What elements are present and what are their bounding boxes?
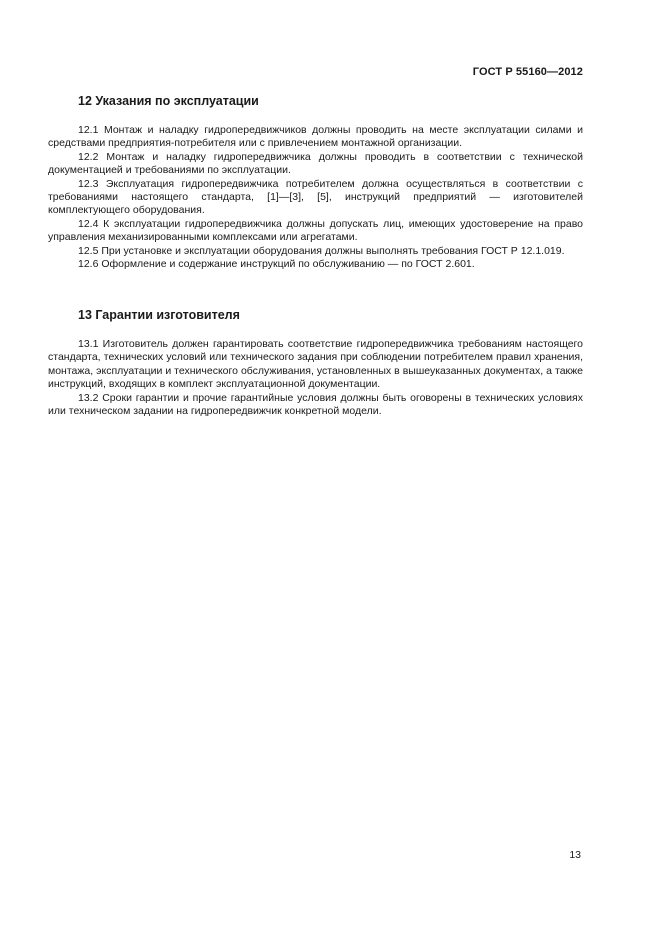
section-13 [48,308,583,418]
section-12 [48,94,583,271]
section-title: 13 Гарантии изготовителя [78,308,240,322]
document-id: ГОСТ Р 55160—2012 [472,66,583,78]
paragraph-12-3: 12.3 Эксплуатация гидропередвижчика потребителем должна осуществляться в соответствии с требованиями настоящего стандарта, [1]—[3], [5], инструкций предприятий — изготовителей комплектующего оборудования. [48,177,583,217]
paragraph-12-5: 12.5 При установке и эксплуатации оборудования должны выполнять требования ГОСТ Р 12.1.019. [78,244,565,257]
page-number: 13 [569,849,581,861]
paragraph-12-6: 12.6 Оформление и содержание инструкций по обслуживанию — по ГОСТ 2.601. [78,258,475,271]
paragraph-13-1: 13.1 Изготовитель должен гарантировать соответствие гидропередвижчика требованиям настоящего стандарта, технических условий или технического задания при соблюдении потребителем правил хранения, монтажа, эксплуатации и технического обслуживания, установленных в вышеуказанных документах, а также инструкций, входящих в комплект эксплуатационной документации. [48,338,583,391]
paragraph-12-1: 12.1 Монтаж и наладку гидропередвижчиков должны проводить на месте эксплуатации силами и средствами предприятия-потребителя или с привлечением монтажной организации. [48,124,583,150]
paragraph-13-2: 13.2 Сроки гарантии и прочие гарантийные условия должны быть оговорены в технических условиях или техническом задании на гидропередвижчик конкретной модели. [48,391,583,418]
section-title: 12 Указания по эксплуатации [78,94,259,108]
paragraph-12-2: 12.2 Монтаж и наладку гидропередвижчика должны проводить в соответствии с технической документацией и требованиями по эксплуатации. [48,150,583,177]
paragraph-12-4: 12.4 К эксплуатации гидропередвижчика должны допускать лиц, имеющих удостоверение на право управления механизированными комплексами или агрегатами. [48,217,583,244]
